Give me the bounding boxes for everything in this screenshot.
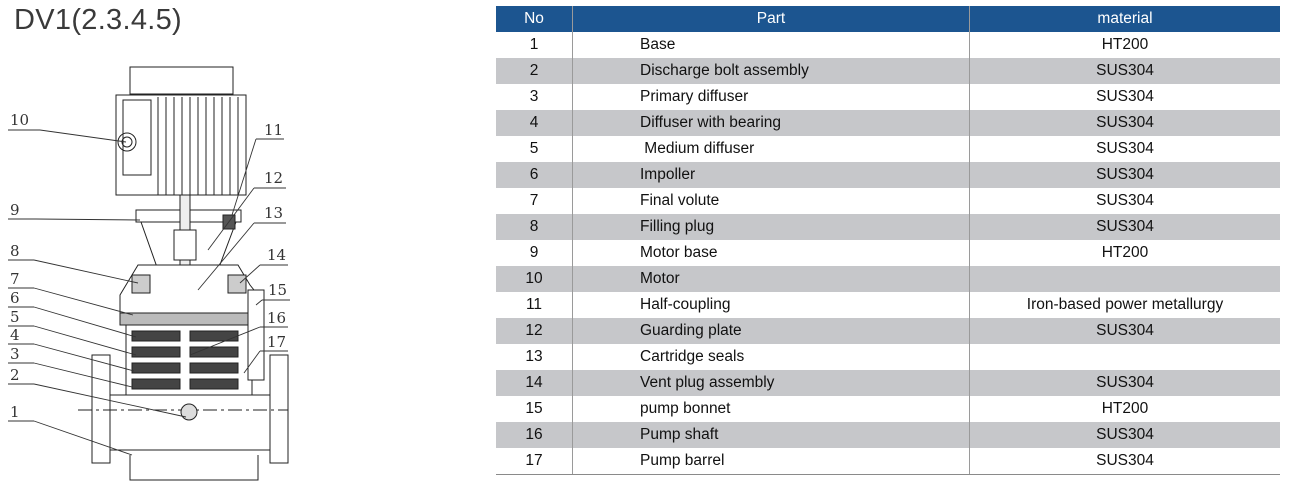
row-no: 6	[496, 162, 573, 188]
row-part: Primary diffuser	[573, 84, 970, 110]
row-material: SUS304	[970, 422, 1281, 448]
callout-3: 3	[10, 345, 20, 363]
table-row	[496, 240, 1280, 266]
callout-5: 5	[10, 308, 20, 326]
page-title: DV1(2.3.4.5)	[14, 4, 183, 36]
row-part: Motor base	[573, 240, 970, 266]
row-material	[970, 344, 1281, 370]
callout-12: 12	[264, 169, 284, 187]
row-no: 10	[496, 266, 573, 292]
table-row	[496, 266, 1280, 292]
row-no: 16	[496, 422, 573, 448]
row-material: HT200	[1101, 244, 1149, 261]
callout-17: 17	[267, 333, 287, 351]
row-material: SUS304	[970, 110, 1281, 136]
callout-16: 16	[267, 309, 287, 327]
row-no: 2	[496, 58, 573, 84]
row-part: Diffuser with bearing	[573, 110, 970, 136]
row-material: SUS304	[970, 162, 1281, 188]
row-no: 14	[496, 370, 573, 396]
table-row	[496, 292, 1280, 318]
row-no: 8	[496, 214, 573, 240]
row-material: SUS304	[970, 318, 1281, 344]
row-material: SUS304	[970, 448, 1281, 475]
callout-11: 11	[264, 121, 284, 139]
table-row	[496, 188, 1280, 214]
callout-13: 13	[264, 204, 284, 222]
motor-icon	[116, 67, 246, 195]
row-material: SUS304	[970, 370, 1281, 396]
table-row	[496, 370, 1280, 396]
callout-4: 4	[10, 326, 20, 344]
row-part: Pump shaft	[573, 422, 970, 448]
row-part: Impoller	[573, 162, 970, 188]
row-no: 15	[496, 396, 573, 422]
header-no: No	[496, 6, 573, 32]
row-material: SUS304	[970, 214, 1281, 240]
row-part: Filling plug	[573, 214, 970, 240]
row-no: 11	[496, 292, 573, 318]
row-part: Final volute	[573, 188, 970, 214]
pump-body-icon	[120, 265, 264, 395]
row-material: Iron-based power metallurgy	[1026, 296, 1224, 313]
row-part: Half-coupling	[573, 292, 970, 318]
callout-9: 9	[10, 201, 20, 219]
table-row	[496, 396, 1280, 422]
table-row	[496, 136, 1280, 162]
row-part: pump bonnet	[573, 396, 970, 422]
row-no: 3	[496, 84, 573, 110]
callout-8: 8	[10, 242, 20, 260]
row-no: 4	[496, 110, 573, 136]
callout-10: 10	[10, 111, 30, 129]
table-row	[496, 422, 1280, 448]
row-material: SUS304	[1096, 192, 1154, 209]
callout-7: 7	[10, 270, 20, 288]
table-row	[496, 110, 1280, 136]
row-no: 12	[496, 318, 573, 344]
table-header-row	[496, 6, 1280, 32]
row-material: SUS304	[970, 58, 1281, 84]
callout-2: 2	[10, 366, 20, 384]
row-material: SUS304	[1096, 140, 1154, 157]
row-part: Discharge bolt assembly	[573, 58, 970, 84]
header-material: material	[970, 6, 1281, 32]
table-row	[496, 162, 1280, 188]
row-part: Motor	[573, 266, 970, 292]
table-row	[496, 344, 1280, 370]
row-material	[970, 266, 1281, 292]
callout-6: 6	[10, 289, 20, 307]
table-row	[496, 58, 1280, 84]
callout-14: 14	[267, 246, 287, 264]
row-part: Base	[573, 32, 970, 58]
table-row	[496, 214, 1280, 240]
table-row	[496, 318, 1280, 344]
row-part: Vent plug assembly	[573, 370, 970, 396]
row-no: 17	[496, 448, 573, 475]
row-material: HT200	[1101, 400, 1149, 417]
row-part: Medium diffuser	[573, 136, 970, 162]
row-part: Guarding plate	[573, 318, 970, 344]
row-no: 7	[496, 188, 573, 214]
header-part: Part	[573, 6, 970, 32]
row-part: Cartridge seals	[573, 344, 970, 370]
row-no: 13	[496, 344, 573, 370]
parts-material-table	[496, 6, 1280, 475]
table-row	[496, 448, 1280, 475]
pump-cross-section-drawing	[8, 55, 298, 483]
row-part: Pump barrel	[573, 448, 970, 475]
row-material: HT200	[1101, 36, 1149, 53]
callout-1: 1	[10, 403, 20, 421]
table-row	[496, 84, 1280, 110]
table-row	[496, 32, 1280, 58]
row-no: 5	[496, 136, 573, 162]
row-material: SUS304	[1096, 88, 1154, 105]
row-no: 9	[496, 240, 573, 266]
row-no: 1	[496, 32, 573, 58]
callout-15: 15	[268, 281, 288, 299]
